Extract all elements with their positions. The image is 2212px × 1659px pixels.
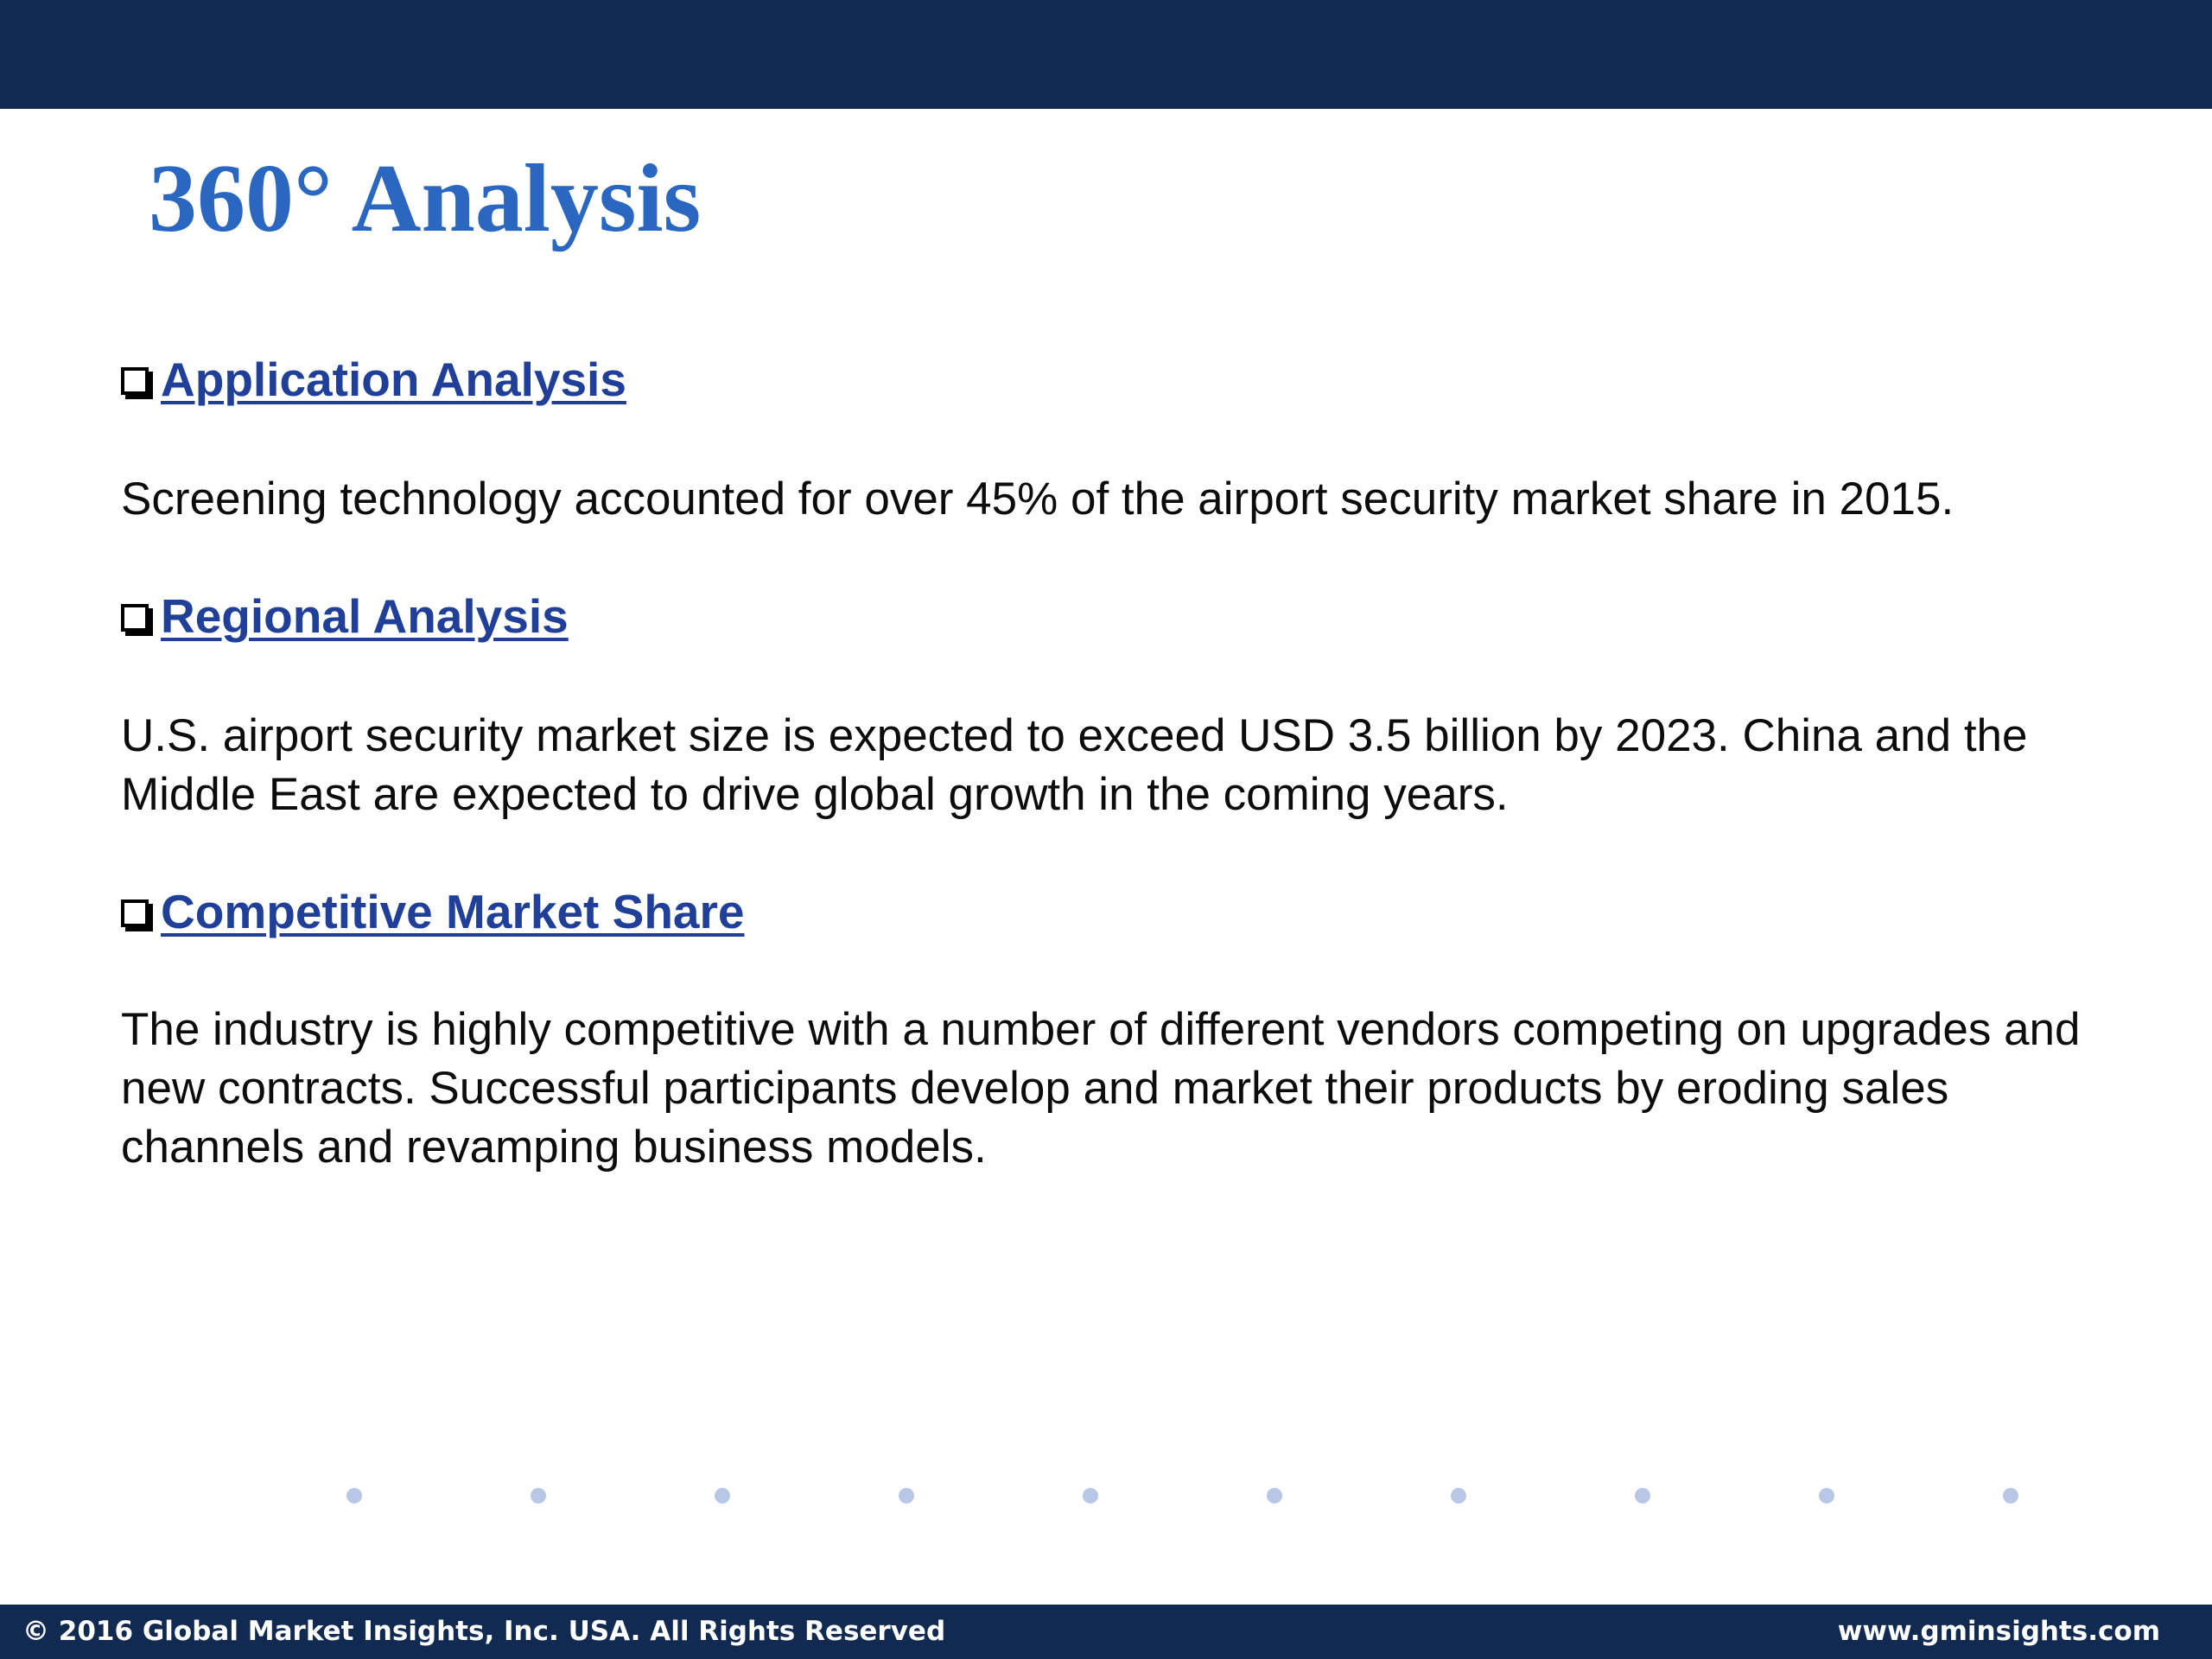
section-heading-competitive [121, 881, 745, 942]
section-heading-application [121, 349, 626, 410]
checkbox-bullet-icon [121, 899, 149, 927]
decorative-dot [1635, 1488, 1650, 1503]
decorative-dot [1083, 1488, 1098, 1503]
application-analysis-link[interactable]: Application Analysis [161, 353, 626, 406]
decorative-dot [899, 1488, 914, 1503]
decorative-dot [346, 1488, 362, 1503]
competitive-market-share-text: The industry is highly competitive with a number of different vendors competing on upgrades and new contracts. Successful participants develop and market their products by eroding sales channels and revamping business models. [121, 1004, 2081, 1173]
top-banner [0, 0, 2212, 109]
slide-title: 360° Analysis [149, 145, 702, 252]
decorative-dot [2003, 1488, 2018, 1503]
decorative-dot [531, 1488, 546, 1503]
copyright-notice: © 2016 Global Market Insights, Inc. USA. All Rights Reserved [22, 1616, 946, 1647]
application-analysis-text: Screening technology accounted for over 45% of the airport security market share in 2015. [121, 474, 1955, 524]
competitive-market-share-link[interactable]: Competitive Market Share [161, 885, 745, 938]
regional-analysis-link[interactable]: Regional Analysis [161, 589, 569, 643]
checkbox-bullet-icon [121, 367, 149, 395]
decorative-dot [1819, 1488, 1834, 1503]
footer-bar [0, 1605, 2212, 1659]
decorative-dot [715, 1488, 730, 1503]
decorative-dot [1267, 1488, 1282, 1503]
checkbox-bullet-icon [121, 604, 149, 632]
section-heading-regional [121, 586, 569, 646]
decorative-dot [1451, 1488, 1466, 1503]
decorative-dot-row [0, 1488, 2212, 1509]
website-link[interactable]: www.gminsights.com [1837, 1616, 2160, 1647]
regional-analysis-text: U.S. airport security market size is expected to exceed USD 3.5 billion by 2023. China and the Middle East are expected to drive global growth in the coming years. [121, 710, 2028, 820]
